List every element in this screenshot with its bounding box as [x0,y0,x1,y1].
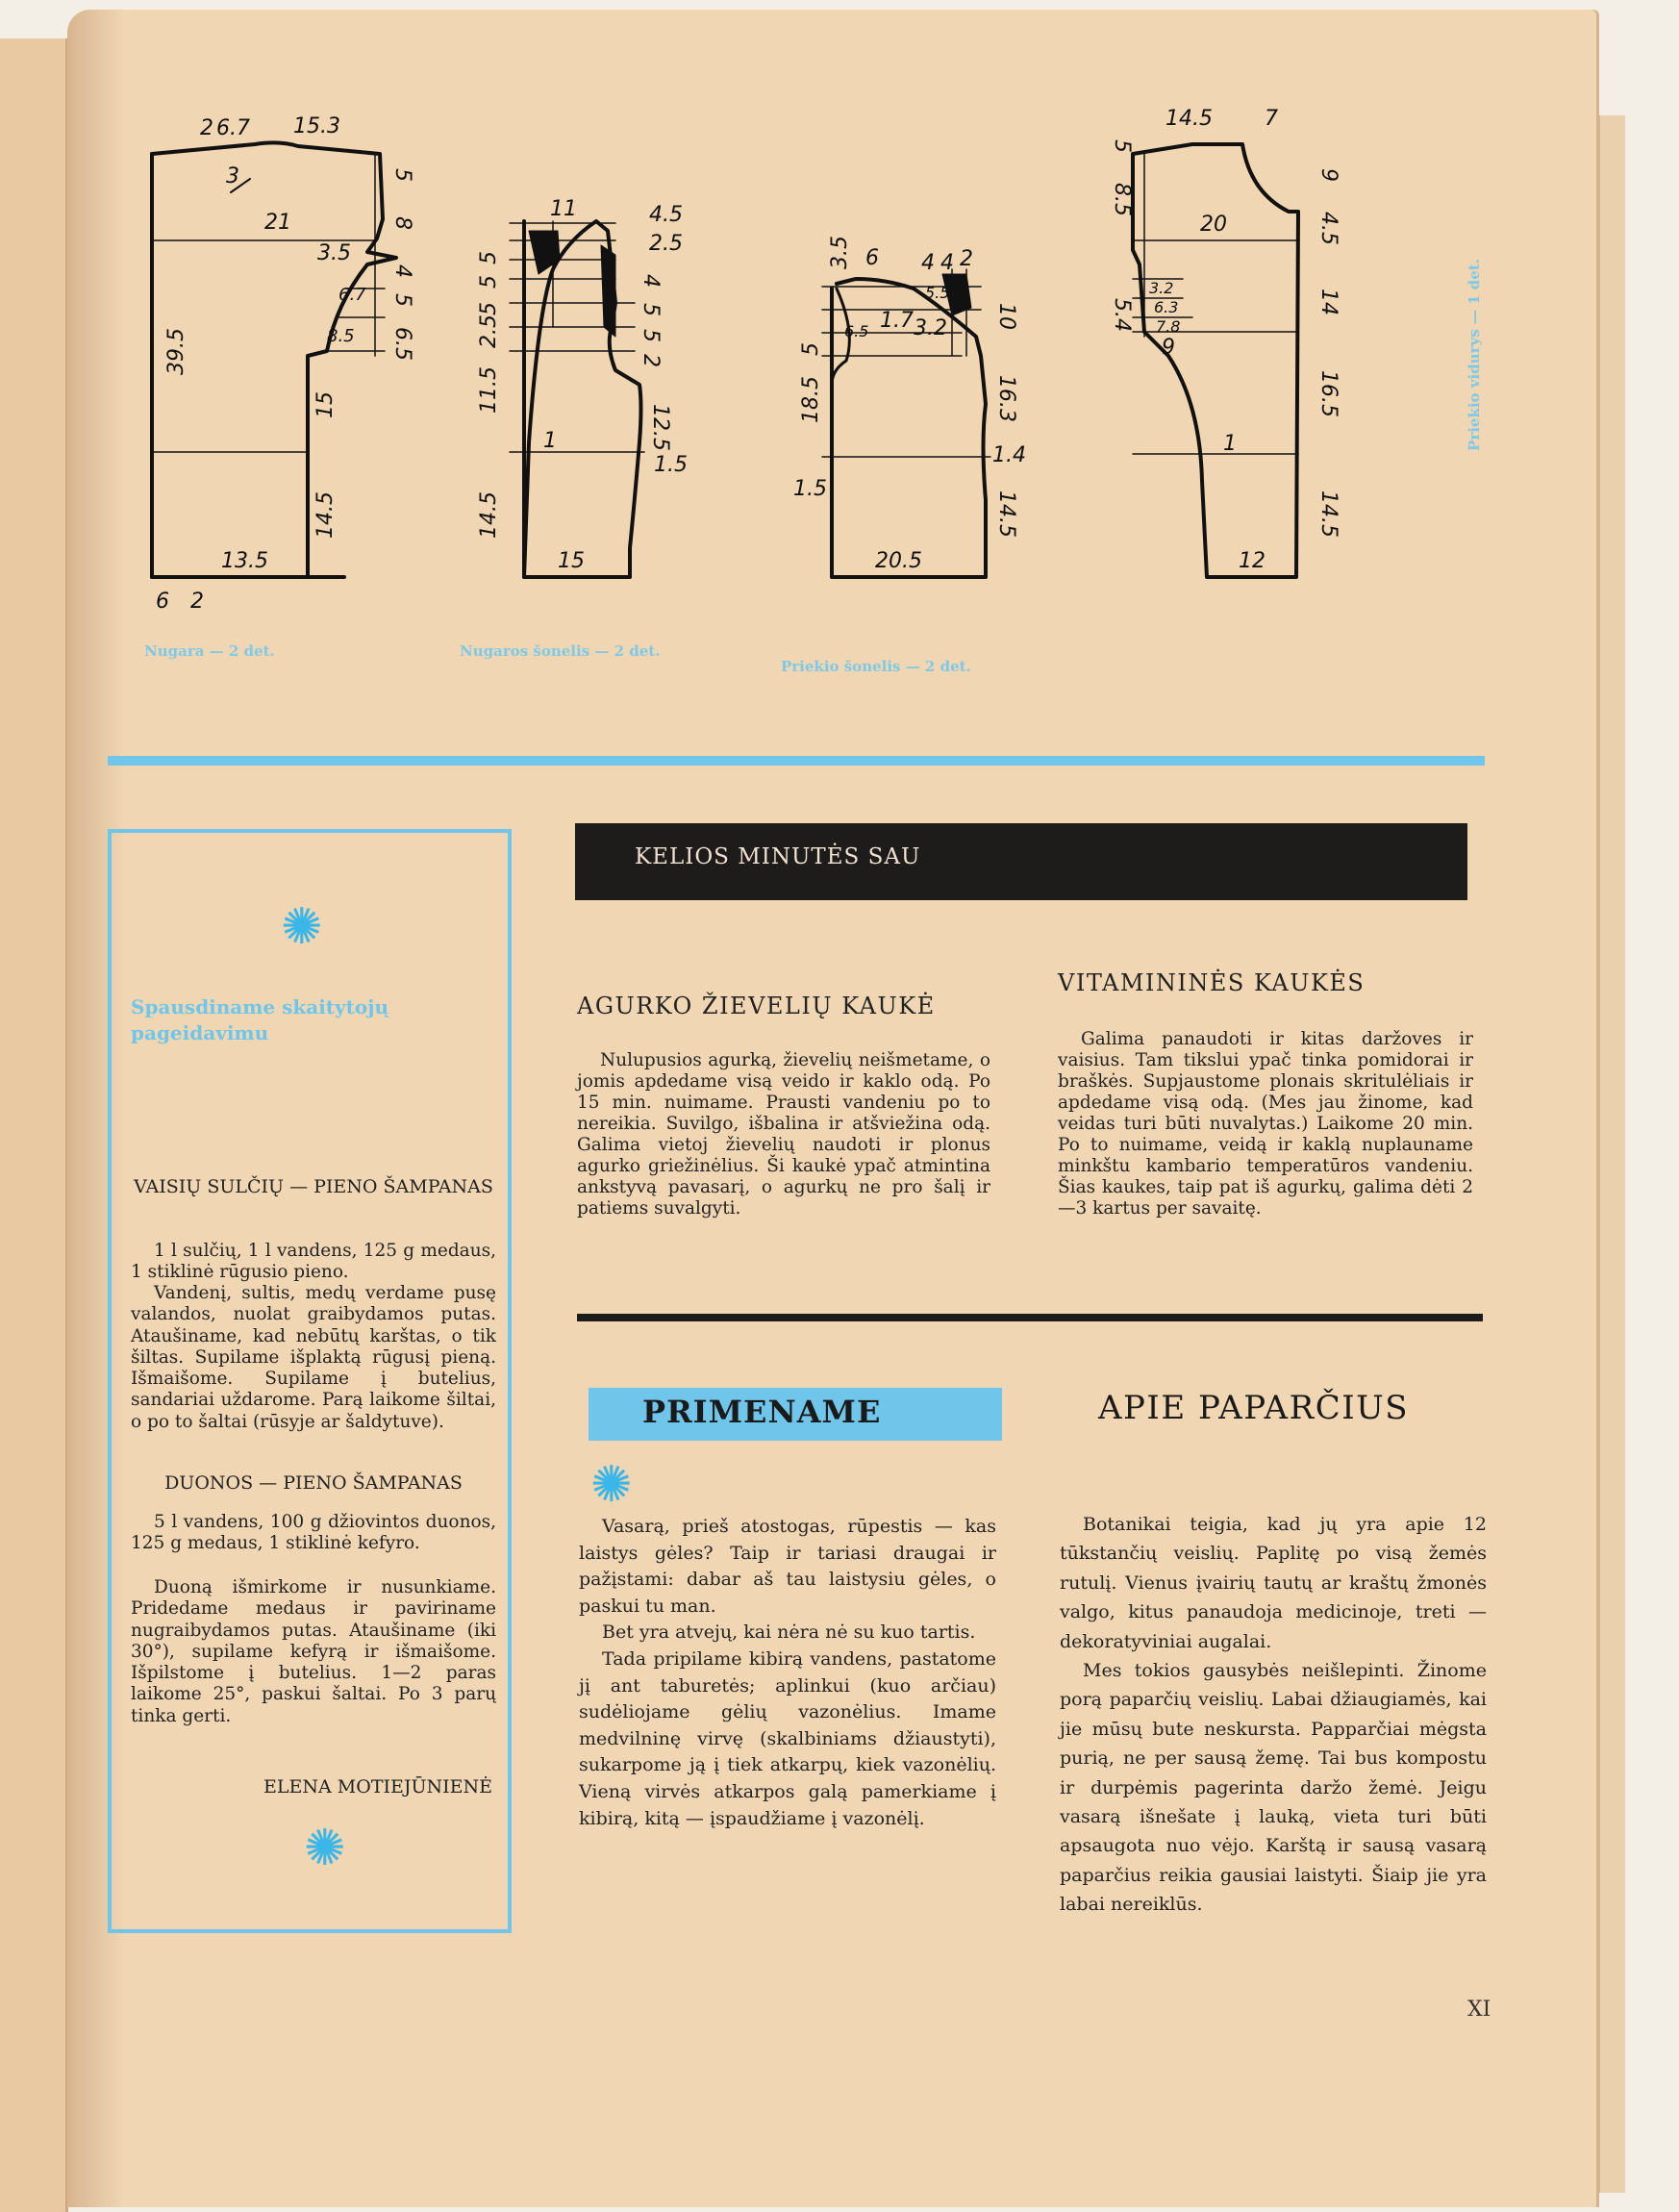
dim-label: 14.5 [313,491,338,539]
dim-label: 6.5 [844,322,869,340]
page-number: XI [1467,1998,1491,2022]
recipe2-title: DUONOS — PIENO ŠAMPANAS [164,1472,463,1494]
dim-label: 4 [921,251,935,275]
paragraph: Botanikai teigia, kad jų yra apie 12 tūkstančių veislių. Paplitę po visą žemės rutulį. Vienus įvairių tautų ar kraštų žmonės valgo, kitus panaudoja medicinoje, treti — dekoratyviniai augalai. [1060,1514,1487,1652]
dim-label: 5 [390,168,414,182]
dim-label: 2.5 [649,232,683,256]
dim-label: 7 [1265,107,1278,131]
pattern-label-priekio-vidurys: Priekio vidurys — 1 det. [1466,259,1483,451]
paragraph: Tada pripilame kibirą vandens, pastatome jį ant taburetės; aplinkui (kuo arčiau) sudėliojame gėlių vazonėlius. Imame medvilninę virvę (skalbiniams džiaustyti), sukarpome ją į tiek atkarpų, kiek vazonėlių. Vieną virvės atkarpos galą pamerkiame į kibirą, kitą — įspaudžiame į vazonėlį. [579,1647,996,1829]
dim-label: 1.4 [992,443,1026,467]
page-stack-edge [1598,115,1625,2193]
dim-label: 1.5 [793,477,827,501]
dim-label: 20 [1200,213,1227,237]
dim-label: 1 [1223,432,1237,456]
paragraph: Vasarą, prieš atostogas, rūpestis — kas laistys gėles? Taip ir tariasi draugai ir pažįstami: dabar aš tau laistysiu gėles, o paskui tu man. [579,1516,996,1617]
dim-label: 3.2 [914,316,947,340]
dim-label: 8 [390,216,414,230]
dim-label: 4.5 [649,203,683,227]
article-title-vitamininės: VITAMININĖS KAUKĖS [1058,969,1366,996]
dim-label: 15 [558,549,585,573]
paragraph: Galima panaudoti ir kitas daržoves ir vaisius. Tam tikslui ypač tinka pomidorai ir braškės. Supjaustome plonais skritulėliais ir apdedame visą odą. (Mes jau žinome, kad veidas turi būti nuvalytas.) Laikome 20 min. Po to nuimame, veidą ir kaklą nuplauname minkštu kambario temperatūros vandeniu. Šias kaukes, taip pat iš agurkų, galima dėti 2—3 kartus per savaitę. [1058,1029,1473,1219]
recipe2-body: Duoną išmirkome ir nusunkiame. Pridedame medaus ir paviriname nugraibydamos putas. Ataušiname (iki 30°), supilame kefyrą ir išmaišome. Išpilstome į butelius. 1—2 paras laikome 25°, paskui šaltai. Po 3 parų tinka gerti. [131,1577,496,1726]
dim-label: 3.2 [1149,279,1174,297]
apie-body [1060,1510,1487,1920]
recipe1-title: VAISIŲ SULČIŲ — PIENO ŠAMPANAS [134,1176,493,1197]
dim-label: 16.5 [1316,370,1341,417]
paragraph: Bet yra atvejų, kai nėra nė su kuo tartis. [602,1621,976,1644]
dim-label: 6.7 [216,116,250,140]
dim-label: 6.3 [1154,298,1179,316]
dim-label: 1 [543,429,557,453]
primename-header-box [589,1388,1002,1441]
dim-label: 6 [865,246,879,270]
section-title: KELIOS MINUTĖS SAU [635,844,921,869]
dim-label: 4 [390,264,414,278]
article-title-agurko: AGURKO ŽIEVELIŲ KAUKĖ [577,993,936,1019]
dim-label: 14.5 [1316,490,1341,538]
dim-label: 2 [639,354,663,367]
dim-label: 3 [226,164,239,189]
dim-label: 6 [156,590,169,614]
dim-label: 11.5 [477,366,501,414]
dim-label: 12.5 [648,404,672,451]
blue-divider [108,756,1485,766]
dim-label: 20.5 [875,549,922,573]
recipe2-ingredients: 5 l vandens, 100 g džiovintos duonos, 125 g medaus, 1 stiklinė kefyro. [131,1512,496,1554]
primename-body [579,1514,996,1832]
dim-label: 4 [940,251,954,275]
dim-label: 5 [639,329,663,342]
dim-label: 8.5 [327,326,355,346]
reader-requests-box [108,829,512,1933]
dim-label: 9 [1316,168,1341,182]
dim-label: 5 [799,342,823,356]
dim-label: 2.5 [477,314,501,348]
primename-title: PRIMENAME [642,1394,882,1430]
article-body-vitamininės [1058,1029,1473,1219]
dim-label: 3.5 [828,236,852,269]
sewing-patterns [115,96,1462,673]
article-body-agurko [577,1050,990,1219]
previous-page-edge [0,38,68,2212]
pattern-label-priekio-sonelis: Priekio šonelis — 2 det. [781,658,971,675]
dim-label: 5 [1110,139,1134,153]
dim-label: 8.5 [1110,183,1134,216]
dim-label: 2 [200,116,213,140]
sidebar-heading: Spausdiname skaitytojų pageidavimu [131,995,389,1044]
dim-label: 5 [390,293,414,307]
dim-label: 5 [639,303,663,316]
dim-label: 13.5 [221,549,268,573]
dim-label: 14.5 [477,491,501,539]
recipe1-ingredients: 1 l sulčių, 1 l vandens, 125 g medaus, 1 stiklinė rūgusio pieno. [131,1241,496,1283]
sun-ornament-icon: ✺ [304,1820,346,1877]
recipe1-body: Vandenį, sultis, medų verdame pusę valandos, nuolat graibydamos putas. Ataušiname, kad nebūtų karštas, o tik šiltas. Supilame išplaktą rūgusį pieną. Išmaišome. Supilame į butelius, sandariai uždarome. Parą laikome šiltai, o po to šaltai (rūsyje ar šaldytuve). [131,1283,496,1432]
dim-label: 18.5 [799,376,823,423]
dim-label: 14.5 [994,490,1018,538]
dim-label: 15.3 [293,114,340,138]
pattern-label-nugaros-sonelis: Nugaros šonelis — 2 det. [460,642,661,660]
dim-label: 2 [190,590,204,614]
paragraph: Nulupusios agurką, žievelių neišmetame, o jomis apdedame visą veido ir kaklo odą. Po 15 min. nuimame. Prausti vandeniu po to nereikia. Suvilgo, išbalina ir atšviežina odą. Galima vietoj žievelių naudoti ir plonus agurko griežinėlius. Ši kaukė ypač atmintina ankstyvą pavasarį, o agurkų ne pro šalį ir patiems suvalgyti. [577,1050,990,1219]
dim-label: 2 [960,247,973,271]
dim-label: 9 [1162,336,1175,360]
dim-label: 15 [313,391,338,418]
paragraph: Mes tokios gausybės neišlepinti. Žinome porą paparčių veislių. Labai džiaugiamės, kai jie mūsų bute neskursta. Papparčiai mėgsta purią, ne per sausą žemę. Tai bus kompostu ir durpėmis pagerinta daržo žemė. Jeigu vasarą išnešate į lauką, vieta turi būti apsaugota nuo vėjo. Karštą ir sausą vasarą paparčius reikia gausiai laistyti. Šiaip jie yra labai nereiklūs. [1060,1660,1487,1916]
dim-label: 5 [477,251,501,264]
section-band [575,823,1467,900]
black-divider [577,1314,1483,1321]
dim-label: 4.5 [1316,212,1341,245]
dim-label: 4 [639,274,663,288]
pattern-nugaros-sonelis [510,221,644,577]
apie-title: APIE PAPARČIUS [1098,1389,1410,1427]
dim-label: 1.5 [654,453,688,477]
dim-label: 6.5 [390,327,414,361]
dim-label: 14 [1316,289,1341,315]
dim-label: 16.3 [994,375,1018,422]
dim-label: 5 [477,302,501,315]
dim-label: 39.5 [164,328,188,375]
sun-ornament-icon: ✺ [281,898,323,956]
dim-label: 11 [550,197,577,221]
dim-label: 14.5 [1165,107,1213,131]
dim-label: 21 [264,211,291,235]
pattern-priekio-vidurys [1133,144,1298,577]
dim-label: 5.5 [925,284,950,302]
author-name: ELENA MOTIEJŪNIENĖ [263,1776,492,1797]
dim-label: 1.7 [880,309,914,333]
pattern-nugara [152,142,396,577]
sun-ornament-icon: ✺ [590,1456,633,1514]
dim-label: 6.7 [338,285,366,305]
dim-label: 5 [477,275,501,289]
dim-label: 3.5 [317,241,351,265]
dim-label: 7.8 [1156,317,1181,336]
pattern-label-nugara: Nugara — 2 det. [144,642,275,660]
dim-label: 12 [1239,549,1266,573]
dim-label: 5.4 [1110,298,1134,332]
dim-label: 10 [994,303,1018,330]
